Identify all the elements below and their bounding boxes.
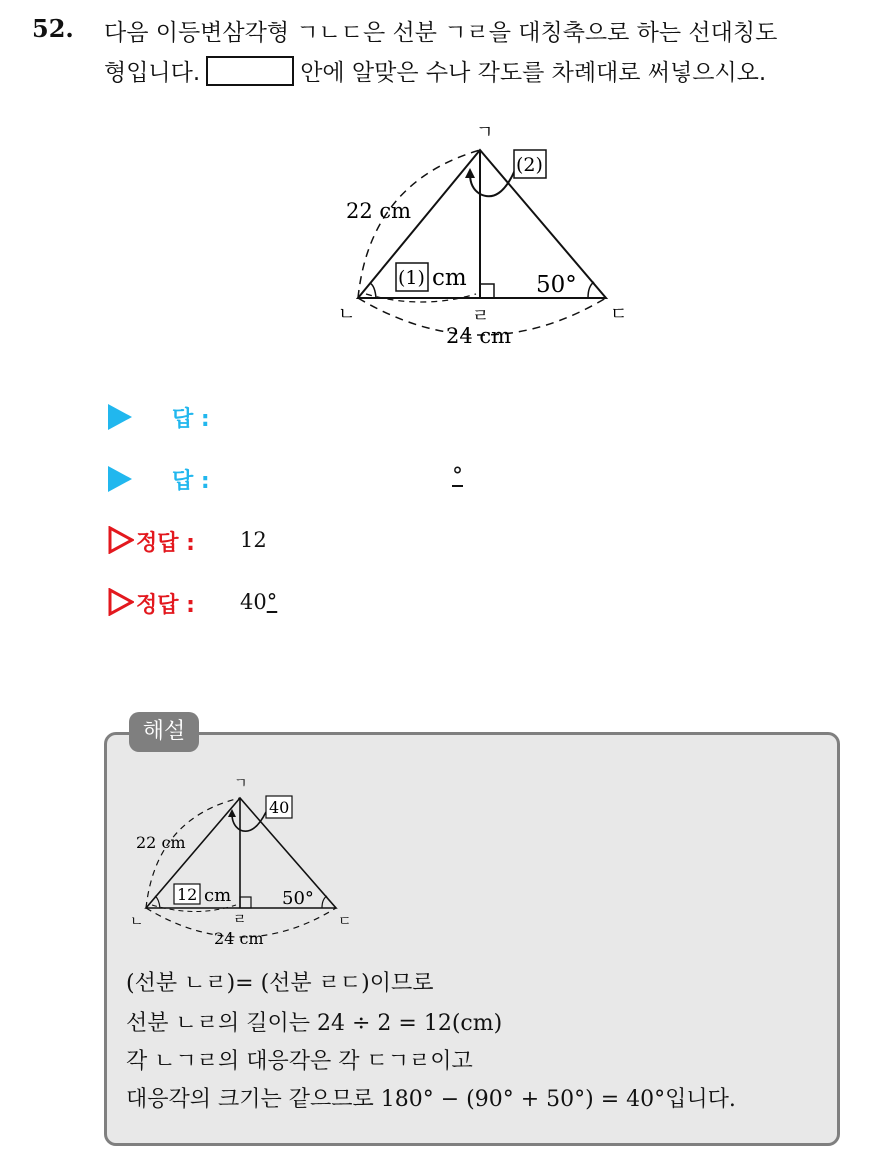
correct-arrow-icon [108,526,134,554]
answer-arrow-icon [108,404,132,430]
solution-side-length-label: 22 cm [136,833,186,852]
side-length-label: 22 cm [346,199,412,223]
triangle-figure [330,122,640,352]
solution-base-length-label: 24 cm [214,929,264,948]
vertex-right-label: ㄷ [610,304,628,325]
solution-vertex-right-label: ㄷ [338,914,352,930]
correct-answer-2-value: 40 [240,590,267,614]
top-angle-arrow [470,170,515,196]
solution-blank1-value: 12 [177,885,198,904]
answer-arrow-icon [108,466,132,492]
right-angle-arc [588,282,594,298]
blank1-unit: cm [432,265,467,291]
correct-answer-2-unit: ° [266,590,278,614]
answer-label: 답 : [172,469,210,494]
correct-row-2 [108,588,508,618]
solution-line: 대응각의 크기는 같으므로 180° − (90° + 50°) = 40°입니다. [126,1087,736,1112]
vertex-foot-label: ㄹ [472,306,490,327]
answer-label: 답 : [172,407,210,432]
solution-angle-label: 50° [282,888,314,909]
correct-answer-1: 12 [240,528,267,552]
arrow-head [465,168,475,178]
answer-row-2 [108,464,508,494]
question-text-line2-after: 안에 알맞은 수나 각도를 차례대로 써넣으시오. [300,60,767,86]
correct-arrow-icon [108,588,134,616]
vertex-left-label: ㄴ [338,304,356,325]
correct-answer-label: 정답 : [136,593,195,618]
blank2-label: (2) [516,154,543,176]
vertex-top-label: ㄱ [476,122,494,143]
question-number: 52. [32,14,74,43]
answer-blank-box [206,56,294,86]
correct-answer-label: 정답 : [136,531,195,556]
solution-blank1-unit: cm [204,885,232,906]
question-text-line2-before: 형입니다. [104,60,201,86]
solution-vertex-foot-label: ㄹ [233,912,247,928]
correct-row-1 [108,526,508,556]
blank1-label: (1) [398,267,425,289]
solution-right-angle-mark [240,897,251,908]
question-text-line2 [104,54,766,87]
answer-row-1 [108,402,508,432]
correct-answer-2 [240,590,277,614]
base-length-label: 24 cm [446,324,512,348]
solution-figure [124,774,364,950]
solution-line: (선분 ㄴㄹ)= (선분 ㄹㄷ)이므로 [126,971,434,996]
angle-label: 50° [536,272,577,298]
solution-vertex-left-label: ㄴ [130,914,144,930]
solution-tag: 해설 [129,712,199,752]
solution-blank2-value: 40 [269,798,290,817]
degree-mark: ° [452,464,463,489]
solution-line: 선분 ㄴㄹ의 길이는 24 ÷ 2 = 12(cm) [126,1011,503,1036]
solution-line: 각 ㄴㄱㄹ의 대응각은 각 ㄷㄱㄹ이고 [126,1049,473,1074]
right-angle-mark [480,284,494,298]
question-text-line1: 다음 이등변삼각형 ㄱㄴㄷ은 선분 ㄱㄹ을 대칭축으로 하는 선대칭도 [104,20,778,46]
solution-vertex-top-label: ㄱ [234,776,248,792]
solution-top-angle-arrow [232,812,266,831]
